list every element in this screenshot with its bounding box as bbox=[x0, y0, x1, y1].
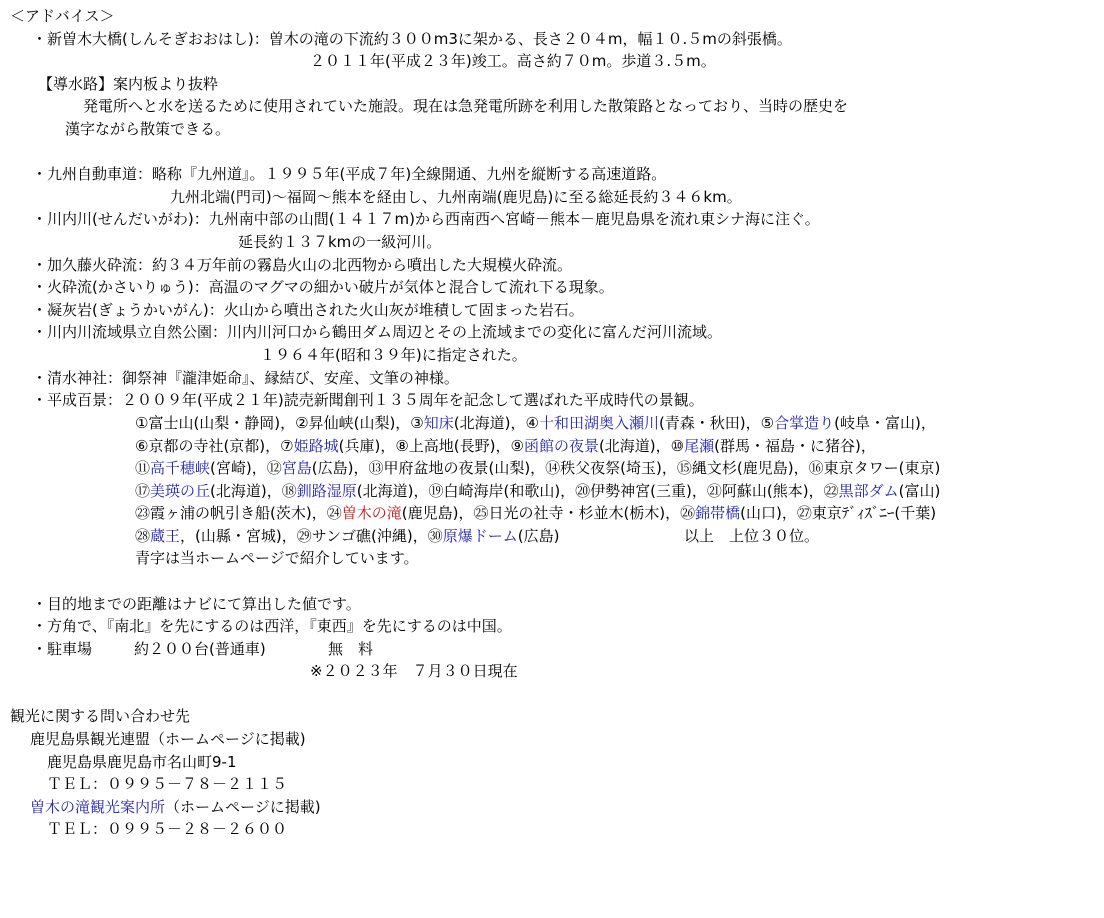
advice-heading: ＜アドバイス＞ bbox=[10, 7, 115, 25]
park-line-1: ・川内川流域県立自然公園：川内川河口から鶴田ダム周辺とその上流域までの変化に富んだ河川流域。 bbox=[32, 323, 723, 341]
contact-org-1-tel: ＴＥＬ：０９９５－７８－２１１５ bbox=[47, 775, 288, 793]
contact-org-1-address: 鹿児島県鹿児島市名山町9-1 bbox=[47, 753, 237, 771]
pyroclastic-line: ・火砕流(かさいりゅう)：高温のマグマの細かい破片が気体と混合して流れ下る現象。 bbox=[32, 278, 614, 296]
link-kushiro-marsh[interactable]: 釧路湿原 bbox=[296, 482, 357, 500]
blue-text-note: 青字は当ホームページで紹介しています。 bbox=[135, 549, 419, 567]
parking-fee: 無 料 bbox=[328, 640, 374, 658]
link-sogi-tourist-info[interactable]: 曽木の滝観光案内所 bbox=[30, 798, 166, 816]
contact-org-2-tel: ＴＥＬ：０９９５－２８－２６００ bbox=[47, 820, 288, 838]
bridge-line-1: ・新曽木大橋(しんそぎおおはし)：曽木の滝の下流約３００m3に架かる、長さ２０４m，幅１０.５mの斜張橋。 bbox=[32, 30, 792, 48]
link-shiretoko[interactable]: 知床 bbox=[423, 414, 454, 432]
link-biei[interactable]: 美瑛の丘 bbox=[150, 482, 211, 500]
hyakkei-row-4: ⑰美瑛の丘(北海道)，⑱釧路湿原(北海道)，⑲白崎海岸(和歌山)，⑳伊勢神宮(三重)，㉑阿蘇山(熊本)，㉒黒部ダム(富山) bbox=[135, 482, 941, 500]
top30-note: 以上 上位３０位。 bbox=[684, 527, 820, 545]
contact-heading: 観光に関する問い合わせ先 bbox=[10, 707, 191, 725]
direction-note: ・方角で、『南北』を先にするのは西洋，『東西』を先にするのは中国。 bbox=[32, 617, 512, 635]
aqueduct-line-2: 漢字ながら散策できる。 bbox=[65, 120, 231, 138]
river-line-2: 延長約１３７kmの一級河川。 bbox=[238, 233, 442, 251]
expressway-line-2: 九州北端(門司)～福岡～熊本を経由し、九州南端(鹿児島)に至る総延長約３４６km。 bbox=[170, 188, 742, 206]
link-atomic-dome[interactable]: 原爆ドーム bbox=[442, 527, 518, 545]
aqueduct-line-1: 発電所へと水を送るために使用されていた施設。現在は急発電所跡を利用した散策路となっており、当時の歴史を bbox=[83, 97, 849, 115]
hyakkei-row-6: ㉘蔵王，(山縣・宮城)，㉙サンゴ礁(沖縄)，㉚原爆ドーム(広島) bbox=[135, 527, 560, 545]
as-of-date: ※２０２３年 ７月３０日現在 bbox=[310, 662, 518, 680]
sogi-falls-highlight: 曽木の滝 bbox=[341, 504, 402, 522]
link-miyajima[interactable]: 宮島 bbox=[281, 459, 312, 477]
expressway-line-1: ・九州自動車道：略称『九州道』。１９９５年(平成７年)全線開通、九州を縦断する高速道路。 bbox=[32, 165, 667, 183]
hyakkei-row-5: ㉓霞ヶ浦の帆引き船(茨木)，㉔曽木の滝(鹿児島)，㉕日光の社寺・杉並木(栃木)，㉖錦帯橋(山口)，㉗東京ﾃﾞｨｽﾞﾆｰ(千葉) bbox=[135, 504, 937, 522]
hyakkei-row-2: ⑥京都の寺社(京都)，⑦姫路城(兵庫)，⑧上高地(長野)，⑨函館の夜景(北海道)，⑩尾瀬(群馬・福島・に猪谷)， bbox=[135, 437, 876, 455]
link-gassho-zukuri[interactable]: 合掌造り bbox=[774, 414, 835, 432]
link-zao[interactable]: 蔵王 bbox=[150, 527, 181, 545]
kakuto-line: ・加久藤火砕流：約３４万年前の霧島火山の北西物から噴出した大規模火砕流。 bbox=[32, 256, 573, 274]
tuff-line: ・凝灰岩(ぎょうかいがん)：火山から噴出された火山灰が堆積して固まった岩石。 bbox=[32, 301, 584, 319]
link-oze[interactable]: 尾瀬 bbox=[684, 437, 715, 455]
parking-count: 約２００台(普通車) bbox=[134, 640, 266, 658]
shrine-line: ・清水神社：御祭神『瀧津姫命』、縁結び、安産、文筆の神様。 bbox=[32, 369, 459, 387]
hyakkei-intro: ・平成百景：２００９年(平成２１年)読売新聞創刊１３５周年を記念して選ばれた平成時代の景観。 bbox=[32, 391, 704, 409]
hyakkei-row-1: ①富士山(山梨・静岡)，②昇仙峡(山梨)，③知床(北海道)，④十和田湖奥入瀬川(青森・秋田)，⑤合掌造り(岐阜・富山)， bbox=[135, 414, 936, 432]
link-kurobe-dam[interactable]: 黒部ダム bbox=[838, 482, 899, 500]
link-kintaikyo[interactable]: 錦帯橋 bbox=[695, 504, 741, 522]
aqueduct-title: 【導水路】案内板より抜粋 bbox=[38, 75, 219, 93]
link-takachiho[interactable]: 高千穂峡 bbox=[150, 459, 211, 477]
contact-org-1: 鹿児島県観光連盟（ホームページに掲載) bbox=[30, 730, 306, 748]
contact-org-2: 曽木の滝観光案内所（ホームページに掲載) bbox=[30, 798, 321, 816]
parking-label: ・駐車場 bbox=[32, 640, 93, 658]
link-himeji-castle[interactable]: 姫路城 bbox=[293, 437, 339, 455]
link-hakodate-night[interactable]: 函館の夜景 bbox=[523, 437, 599, 455]
link-towada-oirase[interactable]: 十和田湖奥入瀬川 bbox=[538, 414, 659, 432]
bridge-line-2: ２０１１年(平成２３年)竣工。高さ約７０m。歩道３.５m。 bbox=[310, 52, 716, 70]
park-line-2: １９６４年(昭和３９年)に指定された。 bbox=[260, 346, 527, 364]
hyakkei-row-3: ⑪高千穂峡(宮崎)，⑫宮島(広島)，⑬甲府盆地の夜景(山梨)，⑭秩父夜祭(埼玉)，⑮縄文杉(鹿児島)，⑯東京タワー(東京) bbox=[135, 459, 941, 477]
distance-note: ・目的地までの距離はナビにて算出した値です。 bbox=[32, 595, 361, 613]
river-line-1: ・川内川(せんだいがわ)：九州南中部の山間(１４１７m)から西南西へ宮崎－熊本－鹿児島県を流れ東シナ海に注ぐ。 bbox=[32, 210, 820, 228]
